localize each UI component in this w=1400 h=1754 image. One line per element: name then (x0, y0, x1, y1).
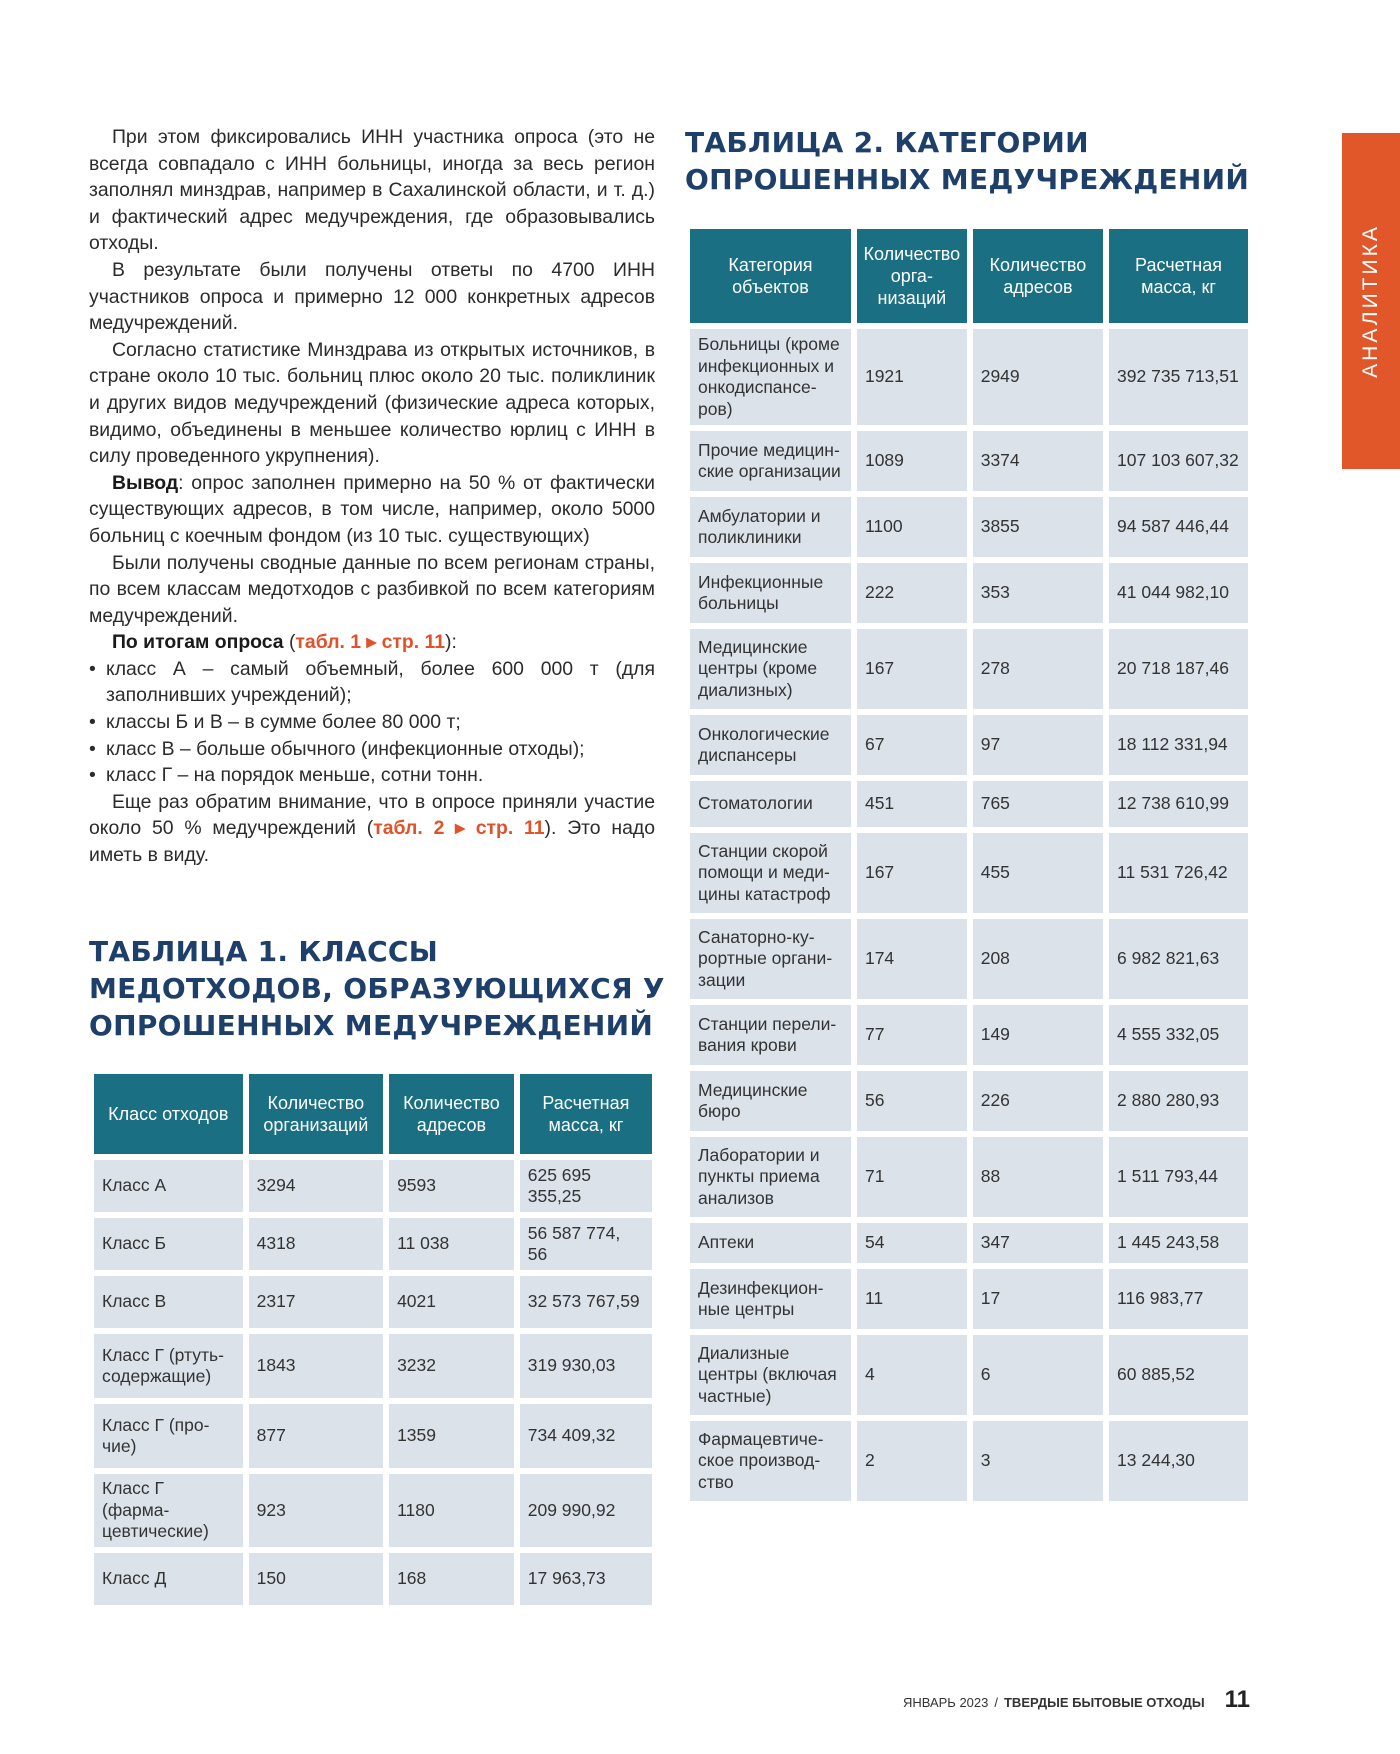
row-label-cell: Диализные центры (включая частные) (690, 1335, 851, 1415)
table-row (94, 1160, 652, 1212)
row-label-cell: Медицинские бюро (690, 1071, 851, 1131)
table-cell: 116 983,77 (1109, 1269, 1248, 1329)
table-cell: 56 587 774, 56 (520, 1218, 652, 1270)
table-cell: 17 963,73 (520, 1553, 652, 1605)
table-row (690, 919, 1248, 999)
row-label-cell: Фармацевтическое производство (690, 1421, 851, 1501)
section-tab-label: АНАЛИТИКА (1359, 224, 1382, 378)
column-header: Количество организаций (249, 1074, 383, 1154)
paragraph: В результате были получены ответы по 4700 ИНН участников опроса и примерно 12 000 конкретных адресов медучреждений. (89, 258, 655, 335)
table-cell: 6 (973, 1335, 1103, 1415)
table-row (94, 1276, 652, 1328)
row-label-cell: Класс Д (94, 1553, 243, 1605)
row-label-cell: Инфекционные больницы (690, 563, 851, 623)
table-cell: 17 (973, 1269, 1103, 1329)
table-cell: 11 038 (389, 1218, 514, 1270)
table-cell: 9593 (389, 1160, 514, 1212)
table-cell: 13 244,30 (1109, 1421, 1248, 1501)
table-cell: 107 103 607,32 (1109, 431, 1248, 491)
conclusion-label: Вывод (112, 471, 179, 494)
table2-title: ТАБЛИЦА 2. КАТЕГОРИИ ОПРОШЕННЫХ МЕДУЧРЕЖДЕНИЙ (685, 126, 1250, 196)
table-cell: 923 (249, 1474, 383, 1547)
table-cell: 4021 (389, 1276, 514, 1328)
article-body (89, 124, 655, 869)
table1 (88, 1068, 658, 1611)
table-cell: 3 (973, 1421, 1103, 1501)
row-label-cell: Станции скорой помощи и медицины катастроф (690, 833, 851, 913)
table-cell: 4 555 332,05 (1109, 1005, 1248, 1065)
results-intro: По итогам опроса (табл. 1 ▸ стр. 11): (112, 631, 457, 654)
table-cell: 60 885,52 (1109, 1335, 1248, 1415)
section-tab (1342, 133, 1400, 469)
table-cell: 1359 (389, 1404, 514, 1468)
table-cell: 2949 (973, 329, 1103, 425)
row-label-cell: Класс Б (94, 1218, 243, 1270)
table-row (690, 833, 1248, 913)
table-cell: 54 (857, 1223, 967, 1263)
table-cell: 226 (973, 1071, 1103, 1131)
table-cell: 2317 (249, 1276, 383, 1328)
table-cell: 765 (973, 781, 1103, 827)
table-cell: 4 (857, 1335, 967, 1415)
magazine-name: ТВЕРДЫЕ БЫТОВЫЕ ОТХОДЫ (1003, 1695, 1205, 1710)
table-row (94, 1474, 652, 1547)
table-cell: 67 (857, 715, 967, 775)
table1-reference-link[interactable]: табл. 1 ▸ стр. 11 (295, 631, 445, 654)
table-cell: 877 (249, 1404, 383, 1468)
list-item: • классы Б и В – в сумме более 80 000 т; (89, 709, 655, 736)
column-header: Расчетная масса, кг (1109, 229, 1248, 323)
paragraph: Согласно статистике Минздрава из открытых источников, в стране около 10 тыс. больниц плюс около 20 тыс. поликлиник и других видов медучреждений (физические адреса которых, видимо, объединены в меньшее количество юрлиц с ИНН в силу проведенного укрупнения). (89, 338, 655, 468)
row-label-cell: Станции переливания крови (690, 1005, 851, 1065)
row-label-cell: Класс Г (фармацевтические) (94, 1474, 243, 1547)
table-row (690, 563, 1248, 623)
column-header: Количество адресов (389, 1074, 514, 1154)
row-label-cell: Класс А (94, 1160, 243, 1212)
table2 (684, 223, 1254, 1507)
final-paragraph: Еще раз обратим внимание, что в опросе приняли участие около 50 % медучреждений (табл. 2 ▸ стр. 11). Это надо иметь в виду. (89, 790, 655, 867)
table-cell: 3294 (249, 1160, 383, 1212)
table-cell: 6 982 821,63 (1109, 919, 1248, 999)
table-cell: 392 735 713,51 (1109, 329, 1248, 425)
row-label-cell: Класс Г (ртутьсодержащие) (94, 1334, 243, 1398)
table-cell: 174 (857, 919, 967, 999)
table-row (690, 329, 1248, 425)
table-cell: 319 930,03 (520, 1334, 652, 1398)
table-cell: 1089 (857, 431, 967, 491)
table-cell: 4318 (249, 1218, 383, 1270)
row-label-cell: Амбулатории и поликлиники (690, 497, 851, 557)
table-cell: 94 587 446,44 (1109, 497, 1248, 557)
row-label-cell: Прочие медицинские организации (690, 431, 851, 491)
conclusion-paragraph (89, 470, 655, 550)
table-cell: 451 (857, 781, 967, 827)
table-row (690, 1005, 1248, 1065)
page-footer (903, 1686, 1250, 1714)
table1-title: ТАБЛИЦА 1. КЛАССЫ МЕДОТХОДОВ, ОБРАЗУЮЩИХСЯ У ОПРОШЕННЫХ МЕДУЧРЕЖДЕНИЙ (89, 935, 665, 1042)
row-label-cell: Лаборатории и пункты приема анализов (690, 1137, 851, 1217)
table-cell: 77 (857, 1005, 967, 1065)
table-row (690, 431, 1248, 491)
row-label-cell: Стоматологии (690, 781, 851, 827)
table-cell: 56 (857, 1071, 967, 1131)
table-row (94, 1218, 652, 1270)
table-row (94, 1404, 652, 1468)
table-cell: 168 (389, 1553, 514, 1605)
table-cell: 11 531 726,42 (1109, 833, 1248, 913)
table-cell: 1100 (857, 497, 967, 557)
table-row (94, 1553, 652, 1605)
table-row (690, 497, 1248, 557)
table-cell: 625 695 355,25 (520, 1160, 652, 1212)
column-header: Класс отходов (94, 1074, 243, 1154)
table-cell: 20 718 187,46 (1109, 629, 1248, 709)
table-header-row (690, 229, 1248, 323)
table-cell: 3374 (973, 431, 1103, 491)
row-label-cell: Класс Г (прочие) (94, 1404, 243, 1468)
list-item: • класс А – самый объемный, более 600 000 т (для заполнивших учреждений); (89, 656, 655, 709)
row-label-cell: Больницы (кроме инфекционных и онкодиспансеров) (690, 329, 851, 425)
row-label-cell: Аптеки (690, 1223, 851, 1263)
table-cell: 347 (973, 1223, 1103, 1263)
table-cell: 167 (857, 833, 967, 913)
table-cell: 278 (973, 629, 1103, 709)
row-label-cell: Дезинфекционные центры (690, 1269, 851, 1329)
table-row (690, 629, 1248, 709)
table-cell: 32 573 767,59 (520, 1276, 652, 1328)
table-row (690, 781, 1248, 827)
footer-separator: / (994, 1695, 998, 1710)
column-header: Количество организаций (857, 229, 967, 323)
table-cell: 41 044 982,10 (1109, 563, 1248, 623)
conclusion-text: : опрос заполнен примерно на 50 % от фактически существующих адресов, в том числе, например, около 5000 больниц с коечным фондом (из 10 тыс. существующих) (89, 471, 655, 547)
table-row (690, 1071, 1248, 1131)
results-label: По итогам опроса (112, 631, 284, 654)
table-row (690, 1137, 1248, 1217)
table-row (94, 1334, 652, 1398)
table-cell: 88 (973, 1137, 1103, 1217)
table-row (690, 1223, 1248, 1263)
paragraph: При этом фиксировались ИНН участника опроса (это не всегда совпадало с ИНН больницы, иногда за весь регион заполнял минздрав, например в Сахалинской области, и т. д.) и фактический адрес медучреждения, где образовывались отходы. (89, 126, 655, 255)
column-header: Количество адресов (973, 229, 1103, 323)
column-header: Расчетная масса, кг (520, 1074, 652, 1154)
issue-date: ЯНВАРЬ 2023 (902, 1695, 989, 1710)
paragraph: Были получены сводные данные по всем регионам страны, по всем классам медотходов с разбивкой по всем категориям медучреждений. (89, 551, 655, 627)
table-cell: 1 445 243,58 (1109, 1223, 1248, 1263)
table-cell: 3855 (973, 497, 1103, 557)
row-label-cell: Класс В (94, 1276, 243, 1328)
list-item: • класс Г – на порядок меньше, сотни тонн. (89, 762, 655, 789)
table-cell: 208 (973, 919, 1103, 999)
table-header-row (94, 1074, 652, 1154)
table-cell: 18 112 331,94 (1109, 715, 1248, 775)
column-header: Категория объектов (690, 229, 851, 323)
table-cell: 11 (857, 1269, 967, 1329)
table-cell: 209 990,92 (520, 1474, 652, 1547)
table-row (690, 1421, 1248, 1501)
table-cell: 734 409,32 (520, 1404, 652, 1468)
table-row (690, 1269, 1248, 1329)
table-cell: 1 511 793,44 (1109, 1137, 1248, 1217)
table-cell: 2 (857, 1421, 967, 1501)
row-label-cell: Санаторно-курортные организации (690, 919, 851, 999)
table-cell: 353 (973, 563, 1103, 623)
list-item: • класс В – больше обычного (инфекционные отходы); (89, 736, 655, 763)
table-cell: 71 (857, 1137, 967, 1217)
table-cell: 3232 (389, 1334, 514, 1398)
table-cell: 150 (249, 1553, 383, 1605)
table-row (690, 1335, 1248, 1415)
table-cell: 455 (973, 833, 1103, 913)
page-number: 11 (1224, 1686, 1250, 1713)
row-label-cell: Медицинские центры (кроме диализных) (690, 629, 851, 709)
table-row (690, 715, 1248, 775)
table-cell: 1180 (389, 1474, 514, 1547)
table-cell: 1921 (857, 329, 967, 425)
table-cell: 97 (973, 715, 1103, 775)
table2-reference-link[interactable]: табл. 2 ▸ стр. 11 (373, 817, 545, 840)
table-cell: 149 (973, 1005, 1103, 1065)
table-cell: 167 (857, 629, 967, 709)
table-cell: 12 738 610,99 (1109, 781, 1248, 827)
table-cell: 2 880 280,93 (1109, 1071, 1248, 1131)
table-cell: 222 (857, 563, 967, 623)
row-label-cell: Онкологические диспансеры (690, 715, 851, 775)
table-cell: 1843 (249, 1334, 383, 1398)
results-list (89, 656, 655, 789)
